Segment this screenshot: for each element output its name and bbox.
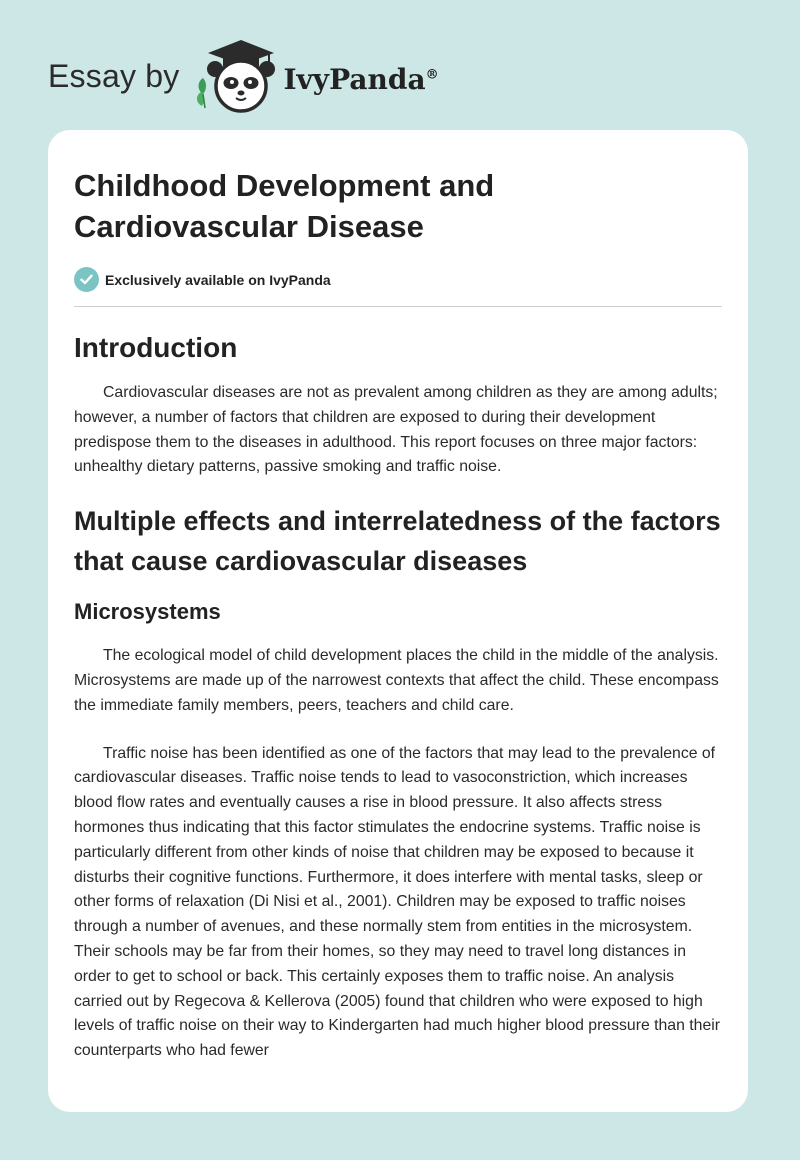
article-content	[74, 165, 724, 1064]
article-card	[48, 130, 748, 1112]
heading-multiple-effects: Multiple effects and interrelatedness of the factors that cause cardiovascular diseases	[74, 506, 721, 577]
exclusive-badge	[74, 267, 724, 292]
brand-name: IvyPanda®	[283, 62, 439, 96]
exclusive-badge-text: Exclusively available on IvyPanda	[105, 271, 331, 288]
paragraph-introduction: Cardiovascular diseases are not as prevalent among children as they are among adults; however, a number of factors that children are exposed to during their development predispose them to the diseases in adulthood. This report focuses on three major factors: unhealthy dietary patterns, passive smoking and traffic noise.	[74, 384, 718, 476]
panda-graduate-icon	[193, 36, 279, 116]
paragraph-ecological-model: The ecological model of child development places the child in the middle of the analysis. Microsystems are made up of the narrowest contexts that affect the child. These encompass the immediate family members, peers, teachers and child care.	[74, 647, 719, 714]
brand-header	[48, 36, 439, 116]
paragraph-traffic-noise: Traffic noise has been identified as one of the factors that may lead to the prevalence of cardiovascular diseases. Traffic noise tends to lead to vasoconstriction, which increases blood flow rates and eventually causes a rise in blood pressure. It also affects stress hormones thus indicating that this factor stimulates the endocrine systems. Traffic noise is particularly different from other kinds of noise that children may be exposed to because it disturbs their cognitive functions. Furthermore, it does interfere with mental tasks, sleep or other forms of relaxation (Di Nisi et al., 2001). Children may be exposed to traffic noises through a number of avenues, and these normally stem from entities in the microsystem. Their schools may be far from their homes, so they may need to travel long distances in order to get to school or back. This certainly exposes them to traffic noise. An analysis carried out by Regecova & Kellerova (2005) found that children who were exposed to high levels of traffic noise on their way to Kindergarten had much higher blood pressure than their counterparts who had fewer	[74, 744, 720, 1060]
heading-introduction: Introduction	[74, 332, 238, 363]
heading-microsystems: Microsystems	[74, 599, 221, 625]
essay-by-label: Essay by	[48, 57, 180, 94]
article-title: Childhood Development and Cardiovascular Disease	[74, 168, 495, 244]
check-circle-icon	[74, 267, 99, 292]
divider	[74, 306, 722, 307]
